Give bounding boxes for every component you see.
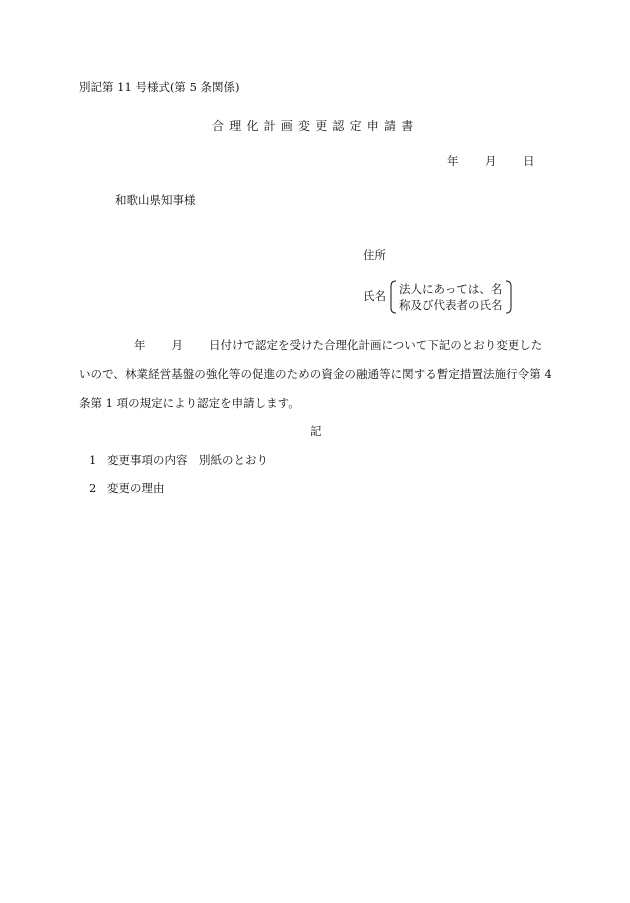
body-line-1-text: 日付けで認定を受けた合理化計画について下記のとおり変更した [209,338,543,352]
name-note-line-1: 法人にあっては、名 [399,282,503,296]
item-text: 変更の理由 [107,481,165,495]
item-text: 変更事項の内容 別紙のとおり [107,453,268,467]
address-label: 住所 [363,248,386,262]
body-line-2: いので、林業経営基盤の強化等の促進のための資金の融通等に関する暫定措置法施行令第 4 [79,367,552,381]
right-bracket [505,280,512,314]
body-month: 月 [171,338,183,352]
date-month: 月 [485,154,497,168]
name-label: 氏名 [363,289,386,304]
name-note-line-2: 称及び代表者の氏名 [399,298,503,312]
list-item [89,483,165,495]
name-block [363,280,512,314]
date-year: 年 [447,154,459,168]
body-year: 年 [134,338,146,352]
body-line-1 [79,340,542,352]
addressee: 和歌山県知事様 [115,193,196,207]
date-line [447,156,535,168]
ki-heading: 記 [310,424,322,438]
body-line-3: 条第 1 項の規定により認定を申請します。 [79,396,300,410]
item-number: 1 [89,453,97,467]
form-reference: 別記第 11 号様式(第 5 条関係) [79,80,240,94]
date-day: 日 [523,154,535,168]
left-bracket [390,280,397,314]
list-item [89,455,268,467]
item-number: 2 [89,481,97,495]
document-title: 合理化計画変更認定申請書 [212,119,419,133]
name-note [397,281,505,313]
